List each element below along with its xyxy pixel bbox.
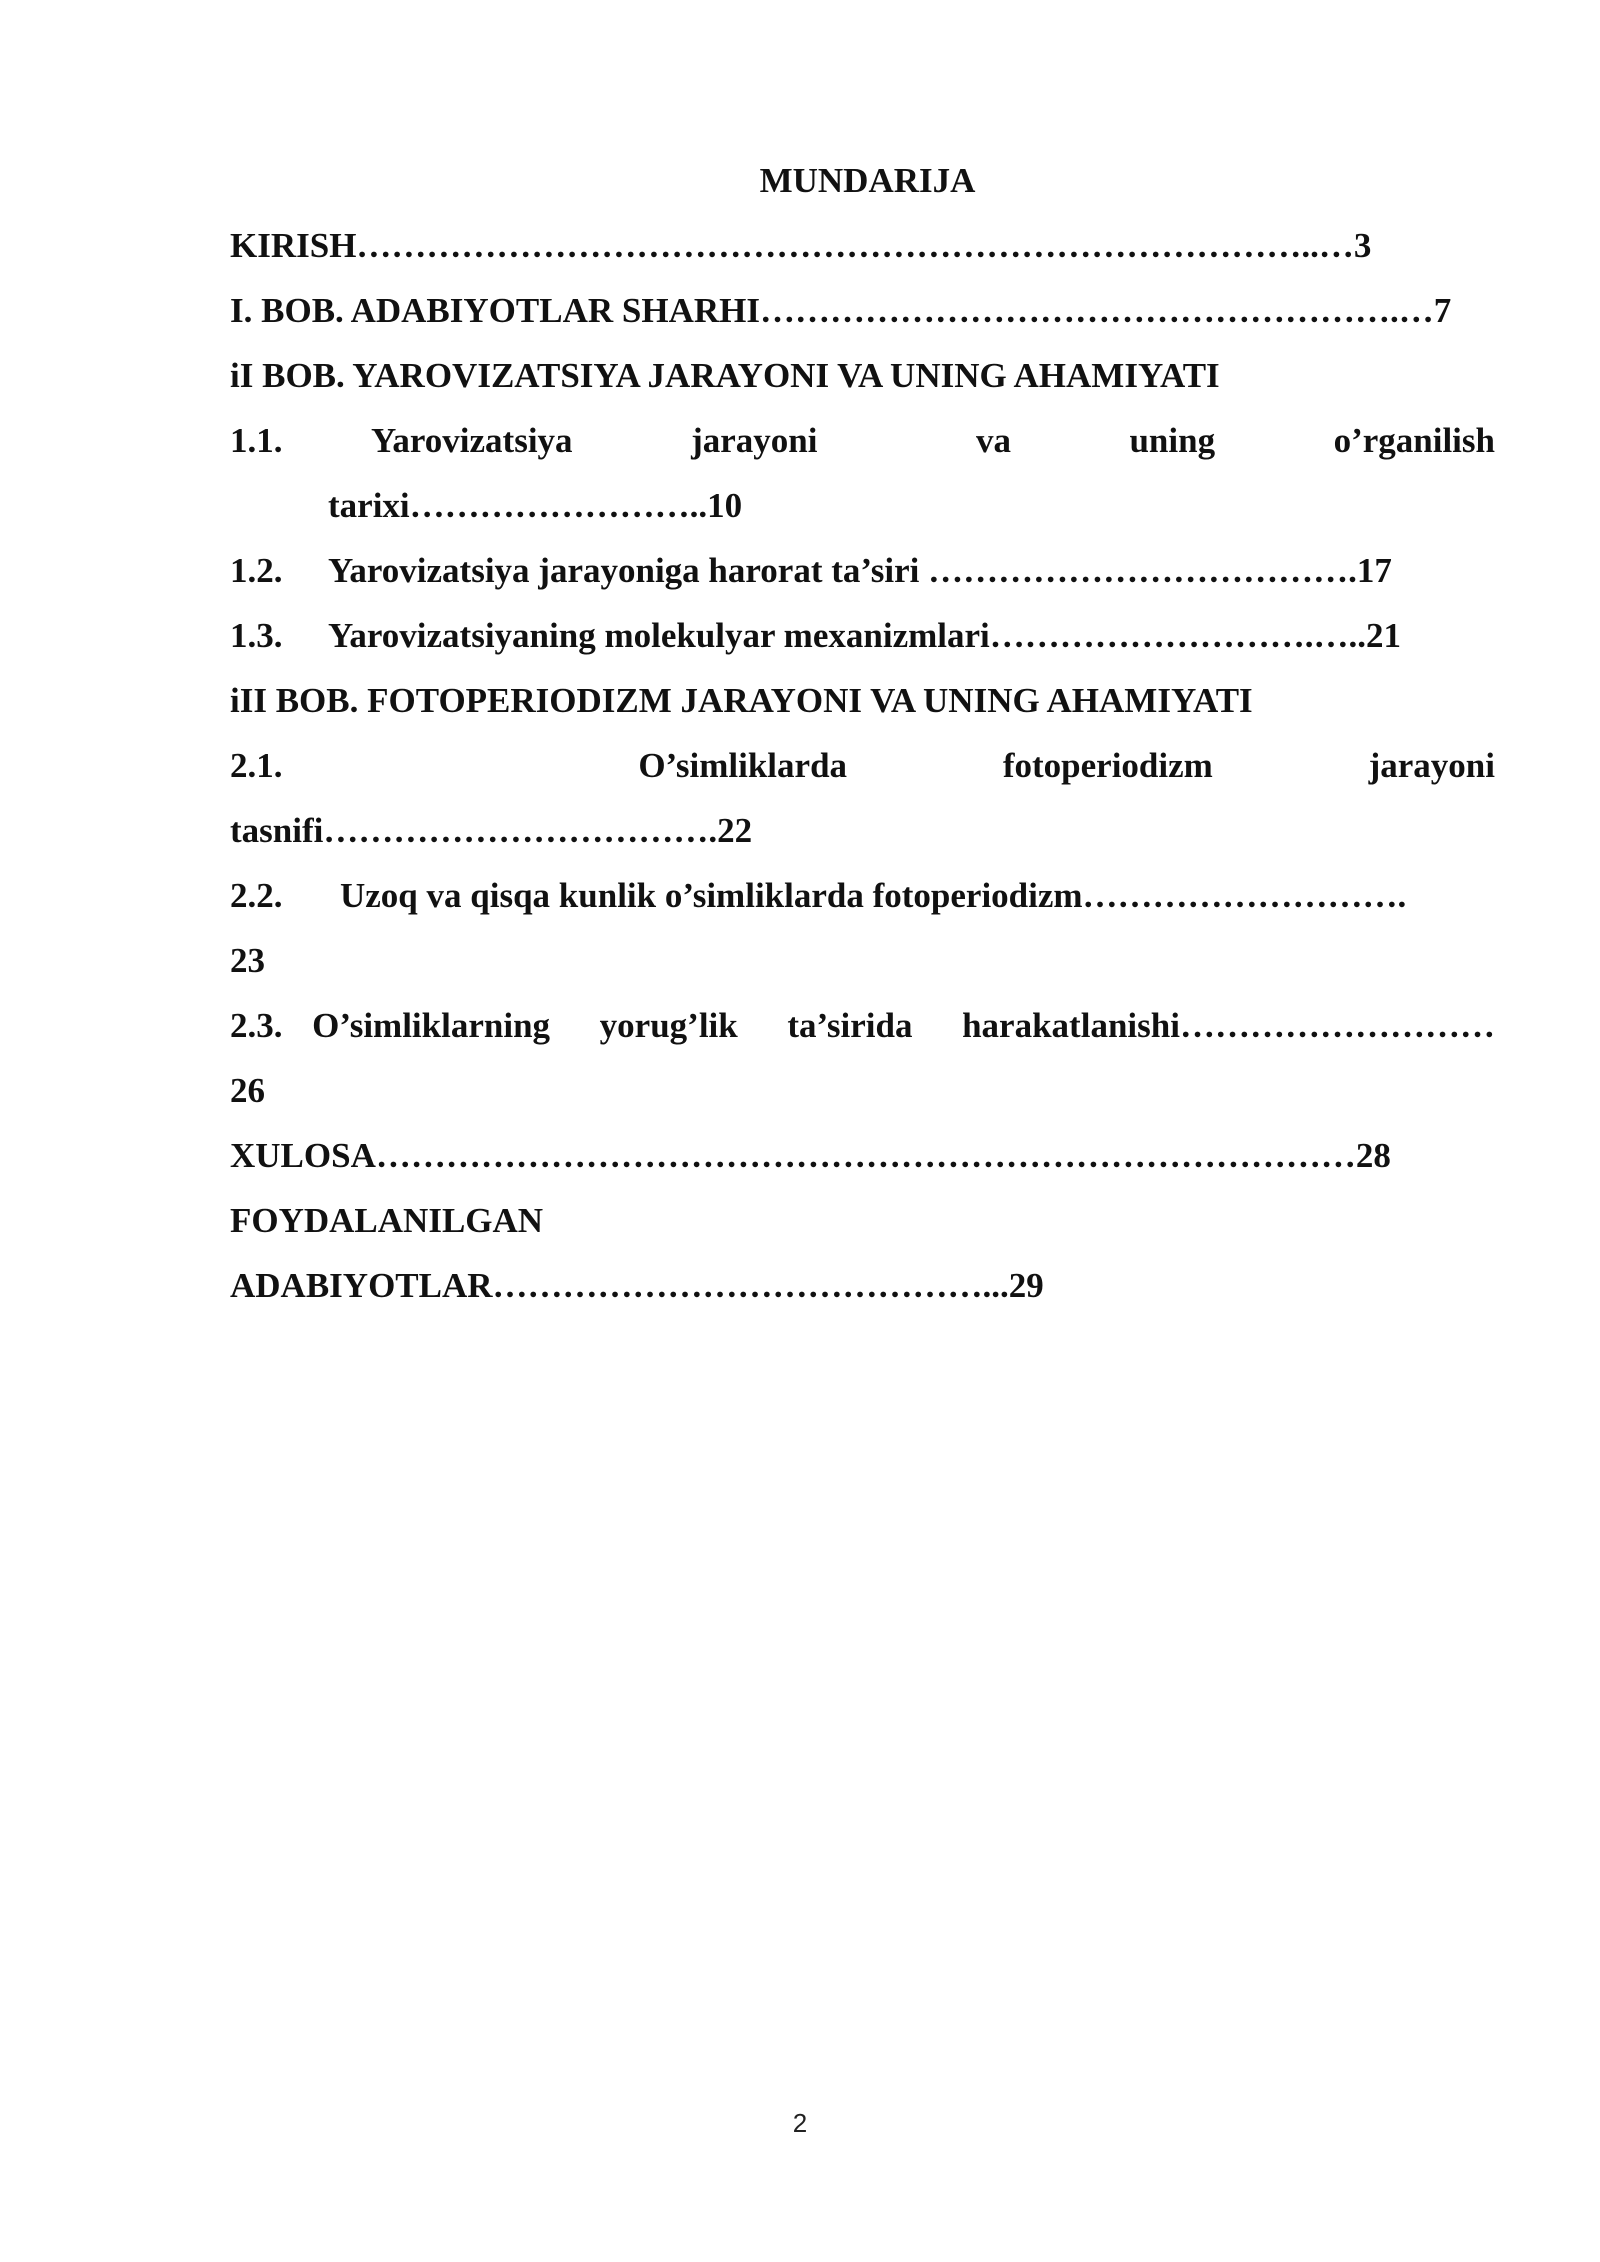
section-number: 1.3. bbox=[230, 616, 283, 655]
toc-word: jarayoni bbox=[691, 421, 818, 460]
toc-title bbox=[230, 148, 1495, 213]
table-of-contents bbox=[230, 148, 1495, 1318]
toc-word: O’simliklarning bbox=[312, 1006, 551, 1045]
toc-entry-text: I. BOB. ADABIYOTLAR SHARHI……………………………………………….…7 bbox=[230, 291, 1452, 330]
toc-entry-text: Yarovizatsiyaning molekulyar mexanizmlari……………………….…..21 bbox=[328, 616, 1401, 655]
toc-entry-foydalanilgan bbox=[230, 1188, 1495, 1253]
toc-entry-xulosa bbox=[230, 1123, 1495, 1188]
toc-entry-text: iII BOB. FOTOPERIODIZM JARAYONI VA UNING AHAMIYATI bbox=[230, 681, 1253, 720]
toc-entry-2-3 bbox=[230, 993, 1495, 1058]
toc-word: jarayoni bbox=[1368, 746, 1495, 785]
toc-entry-2-2 bbox=[230, 863, 1495, 928]
section-number: 1.1. bbox=[230, 421, 283, 460]
section-number: 1.2. bbox=[230, 551, 283, 590]
toc-word: ta’sirida bbox=[787, 1006, 913, 1045]
page-ref: 23 bbox=[230, 941, 265, 980]
toc-title-text: MUNDARIJA bbox=[759, 161, 976, 200]
toc-entry-text: tarixi……………………..10 bbox=[328, 486, 743, 525]
toc-entry-bob1 bbox=[230, 278, 1495, 343]
toc-word: o’rganilish bbox=[1333, 421, 1495, 460]
toc-word: harakatlanishi……………………… bbox=[962, 1006, 1495, 1045]
toc-word: Yarovizatsiya bbox=[371, 421, 573, 460]
toc-entry-1-3 bbox=[230, 603, 1495, 668]
toc-entry-text: FOYDALANILGAN bbox=[230, 1201, 544, 1240]
toc-entry-2-3-continuation bbox=[230, 1058, 1495, 1123]
section-number: 2.2. bbox=[230, 876, 283, 915]
toc-word: fotoperiodizm bbox=[1002, 746, 1213, 785]
toc-entry-2-2-continuation bbox=[230, 928, 1495, 993]
toc-word: uning bbox=[1129, 421, 1216, 460]
toc-entry-2-1-continuation bbox=[230, 798, 1495, 863]
toc-entry-adabiyotlar bbox=[230, 1253, 1495, 1318]
toc-entry-bob3 bbox=[230, 668, 1495, 733]
toc-entry-1-2 bbox=[230, 538, 1495, 603]
page-number: 2 bbox=[792, 2108, 808, 2138]
toc-word: va bbox=[975, 421, 1011, 460]
section-number: 2.1. bbox=[230, 746, 283, 785]
toc-entry-2-1 bbox=[230, 733, 1495, 798]
toc-entry-text: XULOSA…………………………………………………………………………28 bbox=[230, 1136, 1391, 1175]
toc-entry-text: Yarovizatsiya jarayoniga harorat ta’siri ……………………………….17 bbox=[328, 551, 1392, 590]
toc-entry-bob2 bbox=[230, 343, 1495, 408]
toc-entry-1-1 bbox=[230, 408, 1495, 473]
toc-entry-text: KIRISH………………………………………………………………………..…3 bbox=[230, 226, 1372, 265]
toc-entry-text: ADABIYOTLAR……………………………………...29 bbox=[230, 1266, 1044, 1305]
toc-entry-text: Uzoq va qisqa kunlik o’simliklarda fotoperiodizm………………………. bbox=[340, 876, 1407, 915]
toc-entry-text: tasnifi…………………………….22 bbox=[230, 811, 753, 850]
page-ref: 26 bbox=[230, 1071, 265, 1110]
toc-entry-text: iI BOB. YAROVIZATSIYA JARAYONI VA UNING AHAMIYATI bbox=[230, 356, 1220, 395]
section-number: 2.3. bbox=[230, 1006, 283, 1045]
toc-word: yorug’lik bbox=[599, 1006, 738, 1045]
toc-entry-kirish bbox=[230, 213, 1495, 278]
toc-entry-1-1-continuation bbox=[230, 473, 1495, 538]
toc-word: O’simliklarda bbox=[638, 746, 848, 785]
